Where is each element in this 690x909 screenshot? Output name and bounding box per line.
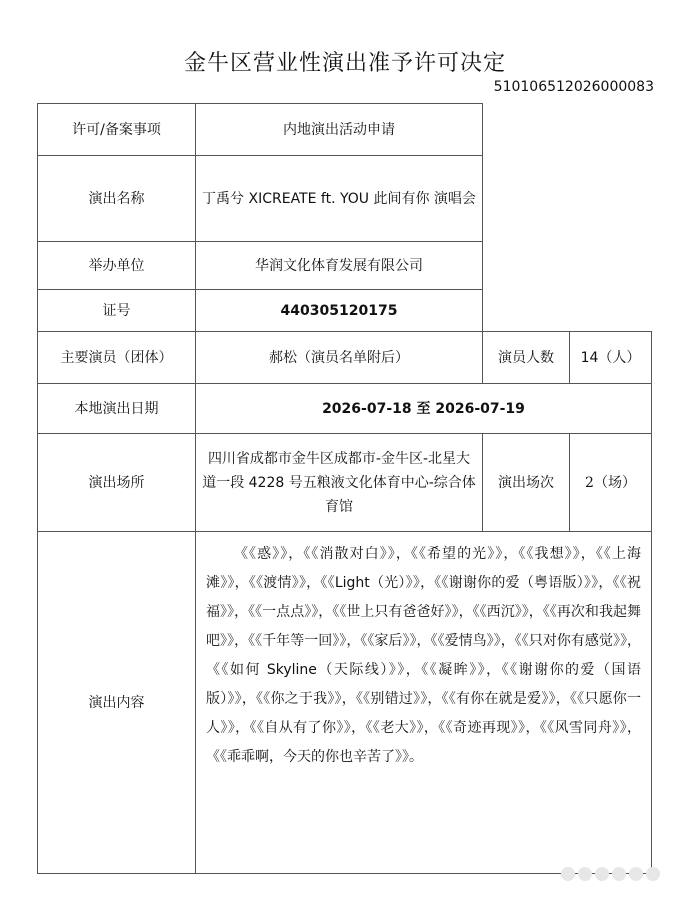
row-content [38, 532, 652, 874]
content-value: 《《惑》》，《《消散对白》》，《《希望的光》》，《《我想》》，《《上海滩》》，《《渡情》》，《《Light（光）》》，《《谢谢你的爱（粤语版）》》，《《祝福》》，《《一点点》》，《《世上只有爸爸好》》，《《西沉》》，《《再次和我起舞吧》》，《《千年等一回》》，《《家后》》，《《爱情鸟》》，《《只对你有感觉》》，《《如何 Skyline（天际线）》》，《《凝眸》》，《《谢谢你的爱（国语版）》》，《《你之于我》》，《《别错过》》，《《有你在就是爱》》，《《只愿你一人》》，《《自从有了你》》，《《老大》》，《《奇迹再现》》，《《风雪同舟》》，《《乖乖啊，今天的你也辛苦了》》。 [196, 532, 652, 874]
row-dates [38, 384, 652, 434]
row-performers [38, 332, 652, 384]
row-venue [38, 434, 652, 532]
watermark-dots [561, 867, 660, 881]
watermark-dot [561, 867, 575, 881]
row-license-item [38, 104, 652, 156]
license-item-value: 内地演出活动申请 [196, 104, 483, 156]
license-item-label: 许可/备案事项 [38, 104, 196, 156]
sessions-value: 2（场） [570, 434, 652, 532]
dates-value: 2026-07-18 至 2026-07-19 [196, 384, 652, 434]
organizer-value: 华润文化体育发展有限公司 [196, 242, 483, 290]
performer-count-label: 演员人数 [483, 332, 570, 384]
watermark-dot [646, 867, 660, 881]
organizer-label: 举办单位 [38, 242, 196, 290]
dates-label: 本地演出日期 [38, 384, 196, 434]
performer-count-value: 14（人） [570, 332, 652, 384]
watermark-dot [578, 867, 592, 881]
document-title: 金牛区营业性演出准予许可决定 [183, 51, 506, 76]
license-number-value: 440305120175 [196, 290, 483, 332]
performers-label: 主要演员（团体） [38, 332, 196, 384]
permit-table [37, 103, 652, 874]
show-name-value: 丁禹兮 XICREATE ft. YOU 此间有你 演唱会 [196, 156, 483, 242]
license-number-label: 证号 [38, 290, 196, 332]
show-name-label: 演出名称 [38, 156, 196, 242]
venue-value: 四川省成都市金牛区成都市-金牛区-北星大道一段 4228 号五粮液文化体育中心-综合体育馆 [196, 434, 483, 532]
watermark-dot [629, 867, 643, 881]
watermark-dot [612, 867, 626, 881]
venue-label: 演出场所 [38, 434, 196, 532]
watermark-dot [595, 867, 609, 881]
blank-area [483, 104, 652, 332]
sessions-label: 演出场次 [483, 434, 570, 532]
content-label: 演出内容 [38, 532, 196, 874]
performers-value: 郝松（演员名单附后） [196, 332, 483, 384]
document-number: 510106512026000083 [493, 79, 654, 95]
